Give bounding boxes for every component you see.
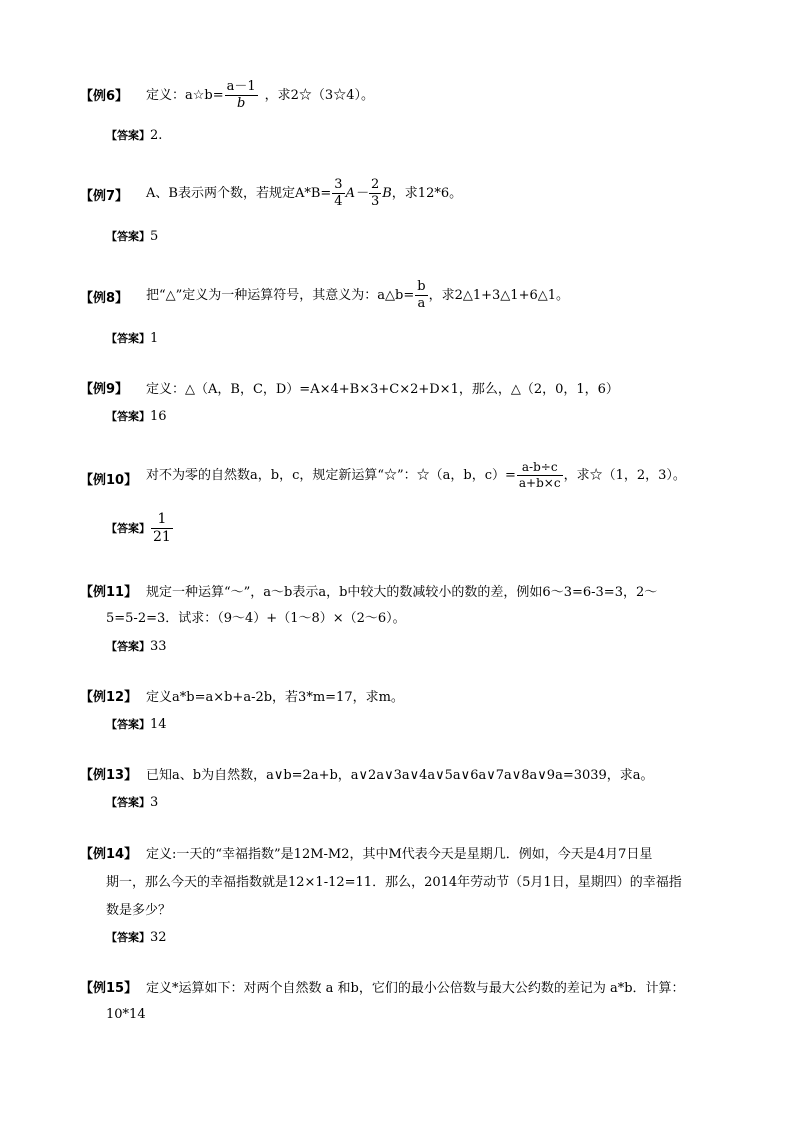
fraction-numerator: 3 [334, 177, 343, 192]
answer-value: 3 [150, 795, 159, 810]
answer-tag: 【答案】 [106, 796, 150, 809]
example-14-line-1: 定义:一天的“幸福指数”是12M-M2，其中M代表今天是星期几．例如，今天是4月7日星 [146, 847, 653, 862]
answer-tag: 【答案】 [106, 521, 150, 535]
fraction-denominator: a [417, 295, 426, 311]
example-9-tag: 【例9】 [80, 382, 129, 397]
fraction-numerator: a-b÷c [517, 461, 563, 476]
answer-tag: 【答案】 [106, 410, 150, 423]
example-7-question [146, 178, 462, 208]
answer-tag: 【答案】 [106, 640, 150, 653]
answer-value: 33 [150, 639, 167, 654]
example-10-question [146, 461, 686, 489]
example-7-term-a: A－ [345, 185, 368, 201]
answer-value: 2. [150, 128, 163, 143]
example-9-question: 定义：△（A，B，C，D）=A×4+B×3+C×2+D×1，那么，△（2，0，1，6） [146, 382, 619, 397]
example-15-line-2: 10*14 [106, 1007, 146, 1022]
example-8-question [146, 280, 569, 310]
example-6-text: 定义：a☆b= [146, 87, 224, 103]
example-7-text: A、B表示两个数，若规定A*B= [146, 185, 332, 201]
answer-tag: 【答案】 [106, 718, 150, 731]
example-13-question: 已知a、b为自然数，a∨b=2a+b，a∨2a∨3a∨4a∨5a∨6a∨7a∨8a∨9a=3039，求a。 [146, 768, 654, 783]
example-14-answer [106, 931, 167, 944]
answer-tag: 【答案】 [106, 230, 150, 243]
example-8-text: 把“△”定义为一种运算符号，其意义为：a△b= [146, 287, 415, 303]
example-15-line-1: 定义*运算如下：对两个自然数 a 和b，它们的最小公倍数与最大公约数的差记为 a*b．计算： [146, 981, 685, 996]
example-12-answer [106, 718, 167, 731]
example-8-fraction [415, 280, 427, 310]
answer-value: 16 [150, 409, 167, 424]
answer-value: 14 [150, 717, 167, 732]
example-11-tag: 【例11】 [80, 585, 138, 600]
fraction-denominator: b [236, 95, 246, 111]
fraction-denominator: 21 [153, 528, 171, 545]
example-11-line-2: 5=5-2=3．试求：（9～4）+（1～8）×（2～6）。 [106, 611, 406, 626]
example-7-answer [106, 230, 158, 243]
example-13-answer [106, 796, 158, 809]
example-10-answer [106, 512, 174, 544]
answer-tag: 【答案】 [106, 332, 150, 345]
example-7-fraction-2 [369, 178, 381, 208]
example-7-term-b: B [382, 185, 392, 201]
example-14-line-2: 期一，那么今天的幸福指数就是12×1-12=11．那么，2014年劳动节（5月1日，星期四）的幸福指 [106, 875, 682, 890]
answer-tag: 【答案】 [106, 129, 150, 142]
example-7-fraction-1 [332, 178, 344, 208]
example-10-fraction [517, 461, 563, 489]
example-11-line-1: 规定一种运算“～”，a～b表示a，b中较大的数减较小的数的差，例如6～3=6-3=3，2～ [146, 585, 658, 600]
fraction-numerator: 1 [151, 512, 173, 529]
example-6-tag: 【例6】 [80, 89, 129, 104]
example-15-tag: 【例15】 [80, 981, 138, 996]
example-10-tag: 【例10】 [80, 473, 138, 488]
answer-value: 1 [150, 331, 159, 346]
example-6-question [146, 80, 374, 110]
example-8-answer [106, 332, 158, 345]
fraction-denominator: 3 [370, 193, 380, 209]
example-7-text-end: ，求12*6。 [391, 185, 463, 201]
example-8-text-end: ，求2△1+3△1+6△1。 [428, 287, 569, 303]
fraction-numerator: a－1 [226, 79, 256, 94]
answer-fraction [151, 512, 173, 544]
example-10-text-end: ，求☆（1，2，3）。 [563, 467, 686, 483]
example-7-tag: 【例7】 [80, 189, 129, 204]
fraction-numerator: b [417, 279, 426, 294]
example-8-tag: 【例8】 [80, 291, 129, 306]
example-6-answer [106, 129, 162, 142]
answer-tag: 【答案】 [106, 931, 150, 944]
example-12-question: 定义a*b=a×b+a-2b，若3*m=17，求m。 [146, 690, 404, 705]
example-9-answer [106, 410, 167, 423]
example-14-tag: 【例14】 [80, 847, 138, 862]
answer-value: 32 [150, 930, 167, 945]
fraction-denominator: 4 [334, 193, 343, 209]
example-6-fraction [225, 80, 258, 110]
answer-value: 5 [150, 229, 159, 244]
example-12-tag: 【例12】 [80, 690, 138, 705]
example-6-text-end: ，求2☆（3☆4）。 [264, 87, 374, 103]
example-14-line-3: 数是多少？ [106, 903, 172, 918]
example-11-answer [106, 640, 167, 653]
example-13-tag: 【例13】 [80, 768, 138, 783]
example-10-text: 对不为零的自然数a，b，c，规定新运算“☆”：☆（a，b，c）= [146, 467, 516, 483]
fraction-denominator: a+b×c [518, 475, 561, 490]
fraction-numerator: 2 [370, 177, 380, 192]
